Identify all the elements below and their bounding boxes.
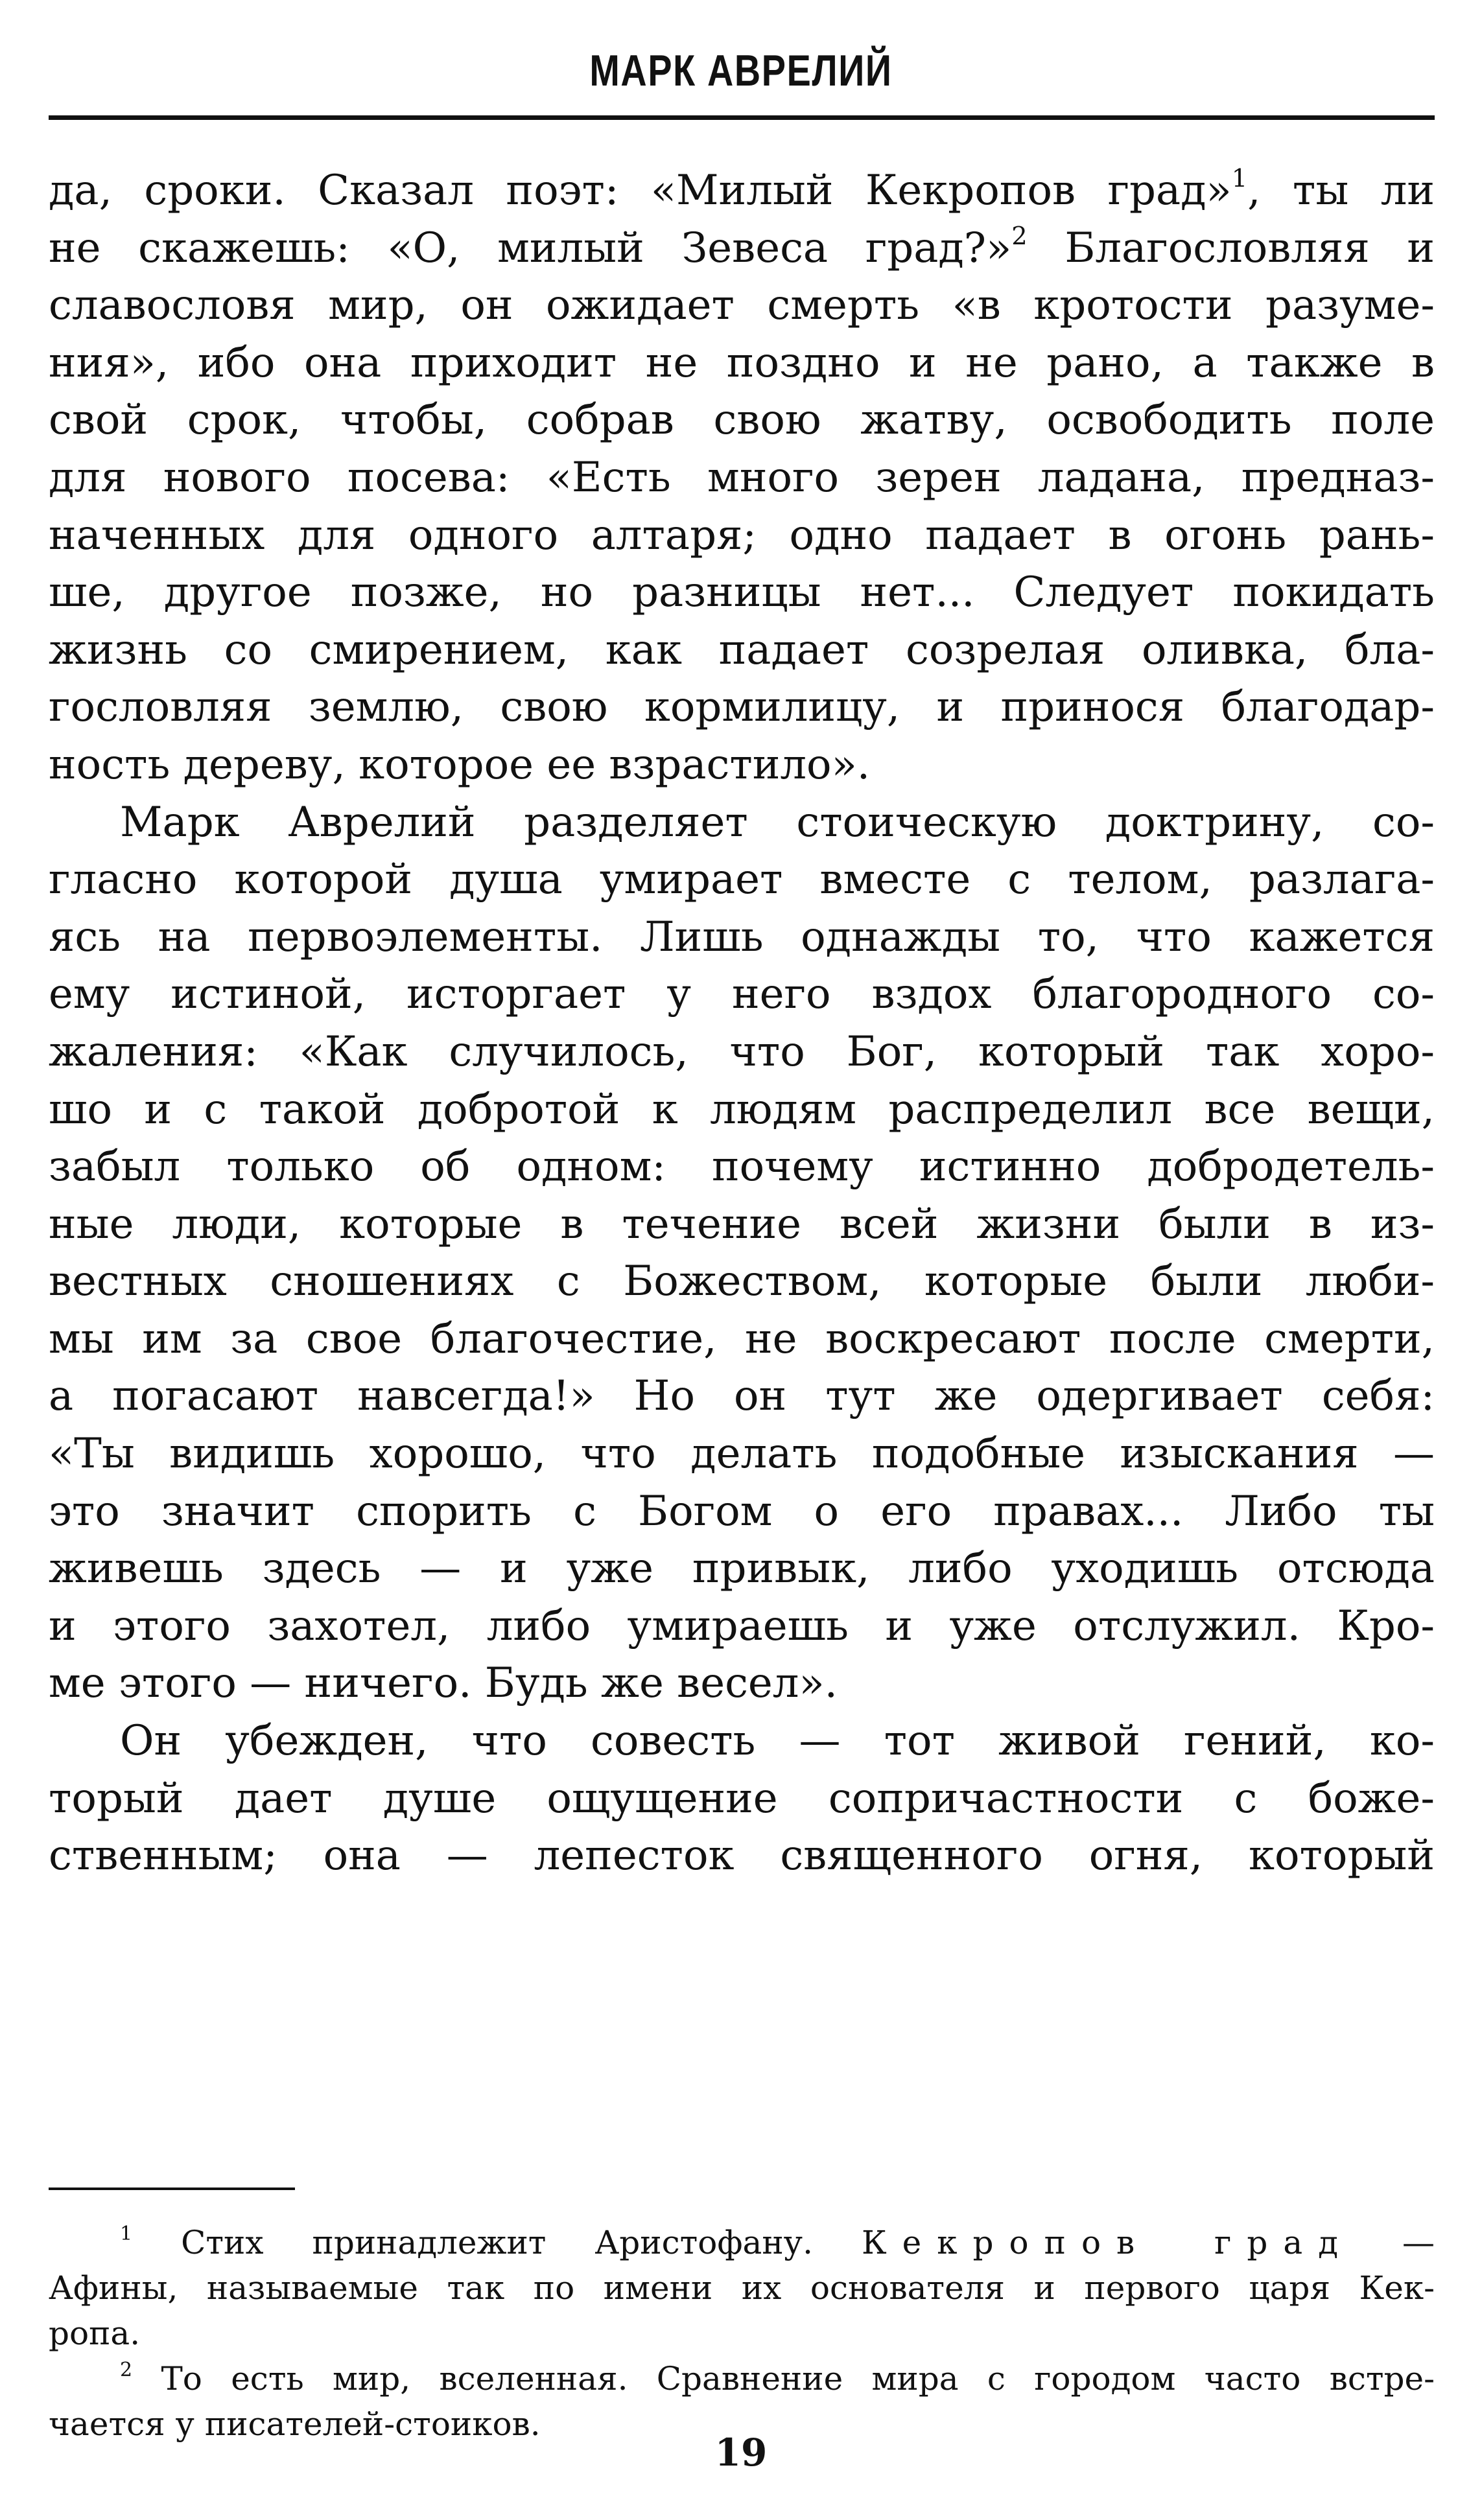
text-line: ность дереву, которое ее взрастило». xyxy=(49,740,871,789)
text-line: ше, другое позже, но разницы нет... Следует покидать xyxy=(49,568,1435,617)
footnote-2-line-1 xyxy=(49,2356,1435,2401)
text-line: гласно которой душа умирает вместе с телом, разлага- xyxy=(49,856,1435,904)
footnote-rule xyxy=(49,2188,295,2190)
text-line: живешь здесь — и уже привык, либо уходишь отсюда xyxy=(49,1545,1435,1593)
text-line: да, сроки. Сказал поэт: «Милый Кекропов град»$^1$, ты ли xyxy=(49,164,1435,215)
text-line: торый дает душе ощущение сопричастности с боже- xyxy=(49,1774,1435,1823)
footnotes xyxy=(49,2220,1435,2447)
text-line: мы им за свое благочестие, не воскресают после смерти, xyxy=(49,1314,1435,1363)
text-line: ясь на первоэлементы. Лишь однажды то, что кажется xyxy=(49,913,1435,961)
text-line: жаления: «Как случилось, что Бог, который так хоро- xyxy=(49,1027,1435,1076)
text-line: и этого захотел, либо умираешь и уже отслужил. Кро- xyxy=(49,1602,1435,1650)
footnote-reference: 1 xyxy=(1231,164,1248,194)
text-line: ему истиной, исторгает у него вздох благородного со- xyxy=(49,970,1435,1019)
footnote-1-spaced-term: Кекропов град xyxy=(861,2224,1354,2261)
footnote-1-line-1 xyxy=(49,2220,1435,2265)
text-line: «Ты видишь хорошо, что делать подобные изыскания — xyxy=(49,1430,1435,1478)
paragraph-1 xyxy=(49,162,1435,794)
footnote-2-marker: 2 xyxy=(120,2359,133,2381)
main-text xyxy=(49,162,1435,1885)
text-line: шо и с такой добротой к людям распределил все вещи, xyxy=(49,1085,1435,1134)
text-line: ме этого — ничего. Будь же весел». xyxy=(49,1659,838,1708)
page-number: 19 xyxy=(714,2431,768,2475)
footnote-2-text: То есть мир, вселенная. Сравнение мира с городом часто встре- xyxy=(161,2360,1435,2398)
text-line: славословя мир, он ожидает смерть «в кротости разуме- xyxy=(49,281,1435,330)
text-line: ные люди, которые в течение всей жизни были в из- xyxy=(49,1200,1435,1248)
footnote-1-marker: 1 xyxy=(120,2222,133,2245)
text-line: свой срок, чтобы, собрав свою жатву, освободить поле xyxy=(49,396,1435,445)
text-line: ственным; она — лепесток священного огня, который xyxy=(49,1832,1435,1880)
text-line: гословляя землю, свою кормилицу, и принося благодар- xyxy=(49,683,1435,732)
text-line: наченных для одного алтаря; одно падает в огонь рань- xyxy=(49,511,1435,559)
text-line: забыл только об одном: почему истинно добродетель- xyxy=(49,1143,1435,1191)
footnote-2-line-2: чается у писателей-стоиков. xyxy=(49,2405,541,2443)
text-line: Он убежден, что совесть — тот живой гений, ко- xyxy=(120,1717,1435,1766)
text-line: а погасают навсегда!» Но он тут же одергивает себя: xyxy=(49,1372,1435,1421)
text-line: для нового посева: «Есть много зерен ладана, предназ- xyxy=(49,453,1435,502)
text-line: Марк Аврелий разделяет стоическую доктрину, со- xyxy=(120,798,1435,846)
paragraph-2 xyxy=(49,794,1435,1713)
text-line: вестных сношениях с Божеством, которые были люби- xyxy=(49,1257,1435,1306)
text-line: ния», ибо она приходит не поздно и не рано, а также в xyxy=(49,338,1435,387)
footnote-1-line-2: Афины, называемые так по имени их основателя и первого царя Кек- xyxy=(49,2269,1435,2307)
text-line: не скажешь: «О, милый Зевеса град?»$^2$ Благословляя и xyxy=(49,221,1435,272)
footnote-1-text: Стих принадлежит Аристофану. xyxy=(181,2224,862,2261)
footnote-reference: 2 xyxy=(1011,221,1028,251)
footnote-1-dash: — xyxy=(1353,2224,1435,2261)
header-rule xyxy=(49,115,1435,120)
paragraph-3 xyxy=(49,1712,1435,1885)
footnote-1-line-3: ропа. xyxy=(49,2315,141,2352)
text-line: жизнь со смирением, как падает созрелая оливка, бла- xyxy=(49,625,1435,674)
text-line: это значит спорить с Богом о его правах... Либо ты xyxy=(49,1487,1435,1535)
running-title: МАРК АВРЕЛИЙ xyxy=(589,46,893,95)
